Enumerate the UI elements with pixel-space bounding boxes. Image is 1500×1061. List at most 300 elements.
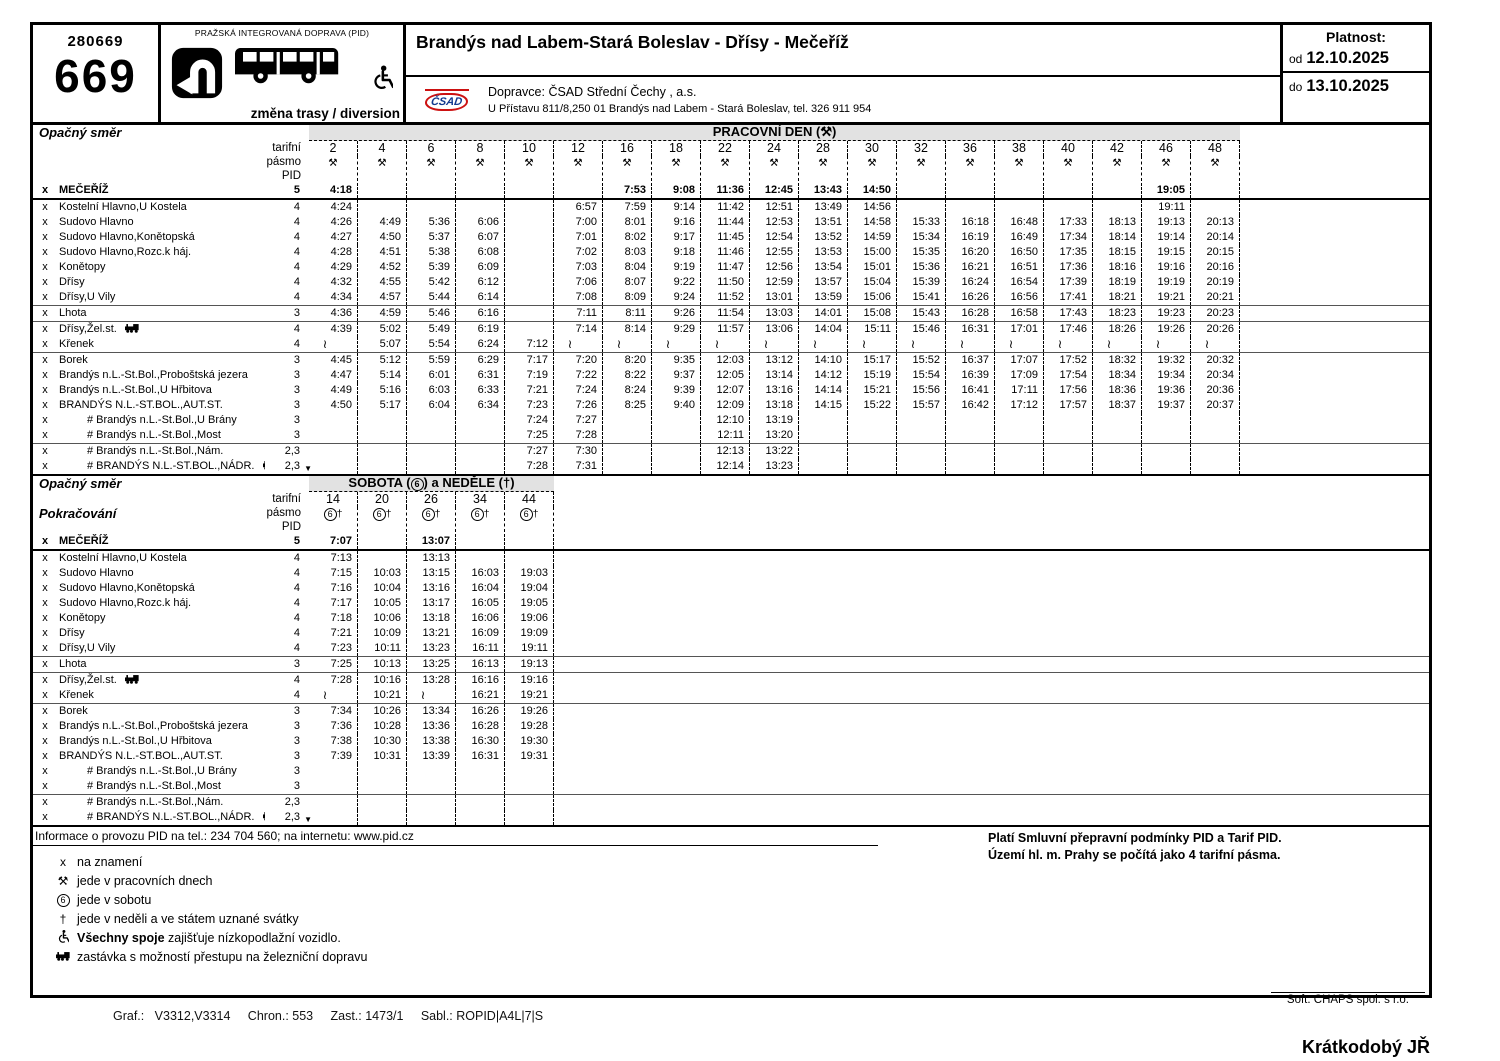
time-cell (799, 428, 848, 443)
time-cell: 16:49 (995, 230, 1044, 245)
time-cell: 4:24 (309, 200, 358, 215)
continues-arrow-icon: ▼ (304, 815, 312, 824)
stop-name: Dřísy,Žel.st. (57, 322, 265, 337)
time-cell (407, 810, 456, 825)
time-cell: 16:30 (456, 734, 505, 749)
time-cell: 16:54 (995, 275, 1044, 290)
time-cell: 15:11 (848, 322, 897, 337)
time-cell (309, 444, 358, 459)
time-cell: 19:05 (505, 596, 554, 611)
connection-number: 38 (995, 141, 1044, 156)
time-cell: 13:43 (799, 183, 848, 198)
time-cell: 9:39 (652, 383, 701, 398)
time-cell: 8:14 (603, 322, 652, 337)
time-cell: 7:06 (554, 275, 603, 290)
time-cell: 17:01 (995, 322, 1044, 337)
connection-number: 30 (848, 141, 897, 156)
time-cell: 8:11 (603, 306, 652, 321)
time-cell (946, 459, 995, 474)
time-cell: 12:09 (701, 398, 750, 413)
time-cell (897, 459, 946, 474)
time-cell (456, 444, 505, 459)
stop-name: Brandýs n.L.-St.Bol.,U Hřbitova (59, 384, 212, 396)
time-cell: 18:13 (1093, 215, 1142, 230)
time-cell: 16:06 (456, 611, 505, 626)
on-request-symbol: x (60, 854, 66, 869)
time-cell (505, 551, 554, 566)
time-cell: 11:46 (701, 245, 750, 260)
stop-zone: 3 (293, 384, 300, 396)
legend-item (49, 909, 1429, 928)
time-cell: 6:07 (456, 230, 505, 245)
time-cell (358, 413, 407, 428)
connection-number: 46 (1142, 141, 1191, 156)
connection-day-symbol (505, 507, 554, 532)
time-cell (1044, 200, 1093, 215)
time-cell (407, 459, 456, 474)
time-cell: 10:13 (358, 657, 407, 672)
legend-symbol (49, 874, 77, 888)
validity-from-prefix: od (1289, 52, 1303, 66)
time-cell: 19:31 (505, 749, 554, 764)
time-cell (652, 459, 701, 474)
connection-day-symbol (309, 507, 358, 532)
connection-day-symbol (309, 156, 358, 181)
stop-name: BRANDÝS N.L.-ST.BOL.,AUT.ST. (59, 750, 223, 762)
time-cell: 14:01 (799, 306, 848, 321)
time-cell: 12:03 (701, 353, 750, 368)
stop-name: MEČEŘÍŽ (59, 535, 109, 547)
time-cell: 19:05 (1142, 183, 1191, 198)
workdays-icon: ⚒ (377, 157, 387, 169)
time-cell (505, 260, 554, 275)
time-cell (309, 795, 358, 810)
stop-flag: x (42, 658, 48, 670)
time-cell: 17:54 (1044, 368, 1093, 383)
time-cell (1093, 459, 1142, 474)
time-cell: 16:13 (456, 657, 505, 672)
connection-number: 4 (358, 141, 407, 156)
stop-flag: x (42, 705, 48, 717)
validity-box (1283, 25, 1429, 122)
time-cell: 7:02 (554, 245, 603, 260)
stop-name: Sudovo Hlavno,Konětopská (59, 582, 195, 594)
time-cell: 17:35 (1044, 245, 1093, 260)
time-cell: 20:13 (1191, 215, 1240, 230)
time-cell: 13:22 (750, 444, 799, 459)
stop-zone: 3 (293, 414, 300, 426)
connection-day-symbol (1093, 156, 1142, 181)
time-cell: ≀ (848, 337, 897, 352)
stop-zone: 3 (293, 735, 300, 747)
connection-number: 34 (456, 492, 505, 507)
time-cell: 12:55 (750, 245, 799, 260)
time-cell: 13:36 (407, 719, 456, 734)
time-cell (309, 428, 358, 443)
connection-number: 48 (1191, 141, 1240, 156)
time-cell (848, 428, 897, 443)
time-cell (1093, 183, 1142, 198)
stop-name: Kostelní Hlavno,U Kostela (59, 201, 187, 213)
time-cell: 16:19 (946, 230, 995, 245)
time-cell: 19:23 (1142, 306, 1191, 321)
time-cell: 16:20 (946, 245, 995, 260)
time-cell: ≀ (1191, 337, 1240, 352)
stop-row (33, 581, 1429, 596)
stop-flag: x (42, 231, 48, 243)
direction-label: Opačný směr (39, 125, 122, 140)
time-cell (505, 275, 554, 290)
time-cell (358, 534, 407, 549)
time-cell: 20:15 (1191, 245, 1240, 260)
time-cell: 14:10 (799, 353, 848, 368)
workdays-icon: ⚒ (769, 157, 779, 169)
legend-item (49, 871, 1429, 890)
time-cell: 4:29 (309, 260, 358, 275)
legend-items (49, 852, 1429, 966)
time-cell: 16:31 (456, 749, 505, 764)
time-cell: 10:06 (358, 611, 407, 626)
time-cell (1191, 413, 1240, 428)
stop-flag: x (42, 627, 48, 639)
stop-name: Dřísy,U Vily (59, 642, 116, 654)
time-cell: 7:07 (309, 534, 358, 549)
time-cell: 5:44 (407, 290, 456, 305)
time-cell (309, 413, 358, 428)
operator-name: Dopravce: ČSAD Střední Čechy , a.s. (488, 84, 697, 99)
time-cell: 7:21 (309, 626, 358, 641)
time-cell: 7:12 (505, 337, 554, 352)
stop-flag: x (42, 429, 48, 441)
time-cell: 4:18 (309, 183, 358, 198)
day-type-header: SOBOTA ( 6 ) a NEDĚLE (†) (309, 476, 554, 492)
time-cell: 20:21 (1191, 290, 1240, 305)
stop-name: Brandýs n.L.-St.Bol.,Proboštská jezera (59, 369, 248, 381)
time-cell: 13:14 (750, 368, 799, 383)
time-cell: ≀ (407, 688, 456, 703)
time-cell: 13:16 (407, 581, 456, 596)
time-cell: 8:24 (603, 383, 652, 398)
stop-name: Sudovo Hlavno,Rozc.k háj. (59, 597, 192, 609)
saturday-icon: 6 (324, 508, 337, 521)
stop-flag: x (42, 354, 48, 366)
stop-flag: x (42, 246, 48, 258)
stop-flag: x (42, 796, 48, 808)
time-cell: 7:39 (309, 749, 358, 764)
stop-zone: 4 (293, 674, 300, 686)
time-cell (505, 779, 554, 794)
time-cell (358, 428, 407, 443)
time-cell: 4:47 (309, 368, 358, 383)
time-cell: 8:01 (603, 215, 652, 230)
stop-row (33, 337, 1429, 352)
time-cell: 13:39 (407, 749, 456, 764)
time-cell: 11:50 (701, 275, 750, 290)
time-cell: 7:13 (309, 551, 358, 566)
time-cell: 7:27 (505, 444, 554, 459)
time-cell: 13:06 (750, 322, 799, 337)
time-cell: 19:16 (1142, 260, 1191, 275)
connection-day-symbol (946, 156, 995, 181)
stop-zone: 3 (293, 307, 300, 319)
time-cell: 13:03 (750, 306, 799, 321)
time-cell: 7:28 (505, 459, 554, 474)
time-cell: 14:04 (799, 322, 848, 337)
stop-name: Sudovo Hlavno (59, 216, 134, 228)
time-cell: 9:37 (652, 368, 701, 383)
stop-zone: 3 (293, 765, 300, 777)
workdays-icon: ⚒ (475, 157, 485, 169)
time-cell (407, 183, 456, 198)
time-cell (407, 444, 456, 459)
stop-name: # Brandýs n.L.-St.Bol.,U Brány (87, 414, 237, 426)
time-cell: 15:17 (848, 353, 897, 368)
time-cell (799, 444, 848, 459)
time-cell: 5:38 (407, 245, 456, 260)
time-cell (1044, 428, 1093, 443)
stop-row (33, 305, 1429, 321)
stop-row (33, 779, 1429, 794)
connection-day-symbol (358, 507, 407, 532)
time-cell: 16:16 (456, 673, 505, 688)
time-cell: 15:56 (897, 383, 946, 398)
time-cell: 9:14 (652, 200, 701, 215)
time-cell (456, 795, 505, 810)
time-cell: 9:24 (652, 290, 701, 305)
time-cell (652, 444, 701, 459)
time-cell: 14:14 (799, 383, 848, 398)
time-cell: 7:11 (554, 306, 603, 321)
time-cell: 9:19 (652, 260, 701, 275)
time-cell: 14:12 (799, 368, 848, 383)
stop-flag: x (42, 765, 48, 777)
time-cell: 4:55 (358, 275, 407, 290)
stop-row (33, 688, 1429, 703)
time-cell: 7:27 (554, 413, 603, 428)
stop-flag: x (42, 307, 48, 319)
time-cell: 16:26 (456, 704, 505, 719)
time-cell: 7:15 (309, 566, 358, 581)
time-cell: 19:15 (1142, 245, 1191, 260)
workdays-icon: ⚒ (524, 157, 534, 169)
stop-flag: x (42, 276, 48, 288)
table-header-row (33, 476, 1429, 492)
stop-zone: 4 (293, 276, 300, 288)
stop-name: Konětopy (59, 612, 106, 624)
time-cell: 16:28 (456, 719, 505, 734)
time-cell: 19:13 (1142, 215, 1191, 230)
connection-number: 44 (505, 492, 554, 507)
time-cell: 16:04 (456, 581, 505, 596)
time-cell: ≀ (799, 337, 848, 352)
stop-name: # Brandýs n.L.-St.Bol.,U Brány (87, 765, 237, 777)
time-cell (456, 413, 505, 428)
stop-zone: 4 (293, 231, 300, 243)
time-cell (505, 245, 554, 260)
stop-row (33, 656, 1429, 672)
time-cell (1142, 413, 1191, 428)
connection-columns (309, 492, 554, 534)
time-cell (407, 764, 456, 779)
stop-zone: 5 (293, 184, 300, 196)
connection-day-symbol (456, 507, 505, 532)
legend-text: na znamení (77, 854, 143, 869)
time-cell (1044, 183, 1093, 198)
connection-symbols-row (309, 156, 1240, 181)
stop-name: Konětopy (59, 261, 106, 273)
time-cell: 11:45 (701, 230, 750, 245)
time-cell: 4:28 (309, 245, 358, 260)
time-cell: 5:59 (407, 353, 456, 368)
route-title: Brandýs nad Labem-Stará Boleslav - Dřísy - Mečeříž (416, 32, 849, 52)
time-cell (897, 444, 946, 459)
time-cell (1044, 444, 1093, 459)
pid-logo-icon (171, 47, 223, 104)
time-cell: 17:33 (1044, 215, 1093, 230)
time-cell (995, 428, 1044, 443)
time-cell: 10:21 (358, 688, 407, 703)
header (33, 25, 1429, 125)
time-cell: 7:18 (309, 611, 358, 626)
time-cell (309, 764, 358, 779)
direction-label: Opačný směr (39, 476, 122, 491)
time-cell: 13:18 (750, 398, 799, 413)
time-cell (358, 459, 407, 474)
time-cell: ≀ (995, 337, 1044, 352)
time-cell (505, 810, 554, 825)
stop-zone: 2,3 ▼ (265, 810, 309, 825)
time-cell: 4:59 (358, 306, 407, 321)
stop-row (33, 611, 1429, 626)
stop-row (33, 810, 1429, 825)
time-cell: 8:03 (603, 245, 652, 260)
time-cell: 4:36 (309, 306, 358, 321)
time-cell: 19:34 (1142, 368, 1191, 383)
header-filler (554, 476, 1429, 492)
stop-row (33, 352, 1429, 368)
time-cell: 13:53 (799, 245, 848, 260)
workdays-icon: ⚒ (1014, 157, 1024, 169)
time-cell: 15:57 (897, 398, 946, 413)
time-cell: 20:34 (1191, 368, 1240, 383)
stop-zone: 4 (293, 567, 300, 579)
time-cell: ≀ (946, 337, 995, 352)
legend (33, 827, 1429, 1007)
time-cell: 8:20 (603, 353, 652, 368)
time-cell: 12:56 (750, 260, 799, 275)
stop-name: Dřísy (59, 627, 85, 639)
time-cell: 7:23 (309, 641, 358, 656)
time-cell: 13:23 (407, 641, 456, 656)
time-cell: 5:54 (407, 337, 456, 352)
time-cell (456, 183, 505, 198)
workdays-icon: ⚒ (426, 157, 436, 169)
time-cell: 7:28 (554, 428, 603, 443)
time-cell: 13:23 (750, 459, 799, 474)
time-cell: 17:56 (1044, 383, 1093, 398)
time-cell (897, 413, 946, 428)
time-cell: 13:21 (407, 626, 456, 641)
time-cell: 17:41 (1044, 290, 1093, 305)
time-cell: 7:28 (309, 673, 358, 688)
time-cell: 15:21 (848, 383, 897, 398)
time-cell (897, 200, 946, 215)
time-cell: 16:48 (995, 215, 1044, 230)
stop-flag: x (42, 735, 48, 747)
stop-name: Borek (59, 705, 88, 717)
stop-flag: x (41, 184, 49, 196)
connection-columns (309, 141, 1240, 183)
diversion-label: změna trasy / diversion (250, 106, 400, 121)
time-cell: 16:18 (946, 215, 995, 230)
time-cell (456, 764, 505, 779)
pid-label: PRAŽSKÁ INTEGROVANÁ DOPRAVA (PID) (194, 28, 370, 38)
time-cell: 19:09 (505, 626, 554, 641)
stop-flag: x (41, 535, 49, 547)
time-cell: 15:08 (848, 306, 897, 321)
stop-row (33, 321, 1429, 337)
time-cell: 9:29 (652, 322, 701, 337)
time-cell: ≀ (1044, 337, 1093, 352)
tariff-note-2: Území hl. m. Prahy se počítá jako 4 tarifní pásma. (988, 848, 1281, 862)
time-cell: 15:41 (897, 290, 946, 305)
connection-day-symbol (701, 156, 750, 181)
time-cell (652, 413, 701, 428)
stop-name: Dřísy,U Vily (59, 291, 116, 303)
time-cell: 16:31 (946, 322, 995, 337)
time-cell: 10:28 (358, 719, 407, 734)
time-cell: 20:37 (1191, 398, 1240, 413)
time-cell (897, 183, 946, 198)
stop-flag: x (42, 750, 48, 762)
stop-flag: x (42, 552, 48, 564)
stop-flag: x (42, 291, 48, 303)
time-cell: 15:52 (897, 353, 946, 368)
connection-number: 42 (1093, 141, 1142, 156)
stop-flag: x (42, 460, 48, 472)
time-cell (505, 183, 554, 198)
workdays-icon: ⚒ (916, 157, 926, 169)
time-cell (407, 795, 456, 810)
sunday-icon: † (336, 508, 343, 520)
time-cell: 19:32 (1142, 353, 1191, 368)
time-cell: 11:47 (701, 260, 750, 275)
stop-zone: 3 (293, 705, 300, 717)
sunday-icon: † (503, 475, 511, 490)
time-cell: 13:52 (799, 230, 848, 245)
time-cell: 12:54 (750, 230, 799, 245)
stop-row (33, 749, 1429, 764)
stop-flag: x (42, 216, 48, 228)
time-cell: 20:36 (1191, 383, 1240, 398)
time-cell (505, 290, 554, 305)
time-cell: 18:23 (1093, 306, 1142, 321)
stop-zone: 4 (293, 246, 300, 258)
stop-zone: 4 (293, 642, 300, 654)
zone-header-label: tarifní pásmo PID (266, 493, 301, 533)
time-cell: ≀ (309, 337, 358, 352)
continuation-label: Pokračování (39, 505, 117, 521)
stop-row (33, 443, 1429, 459)
time-cell (456, 428, 505, 443)
time-cell: 7:25 (309, 657, 358, 672)
connection-day-symbol (358, 156, 407, 181)
time-cell: 9:17 (652, 230, 701, 245)
time-cell: 4:52 (358, 260, 407, 275)
time-cell (1093, 428, 1142, 443)
time-cell: 19:26 (505, 704, 554, 719)
time-cell: 19:04 (505, 581, 554, 596)
